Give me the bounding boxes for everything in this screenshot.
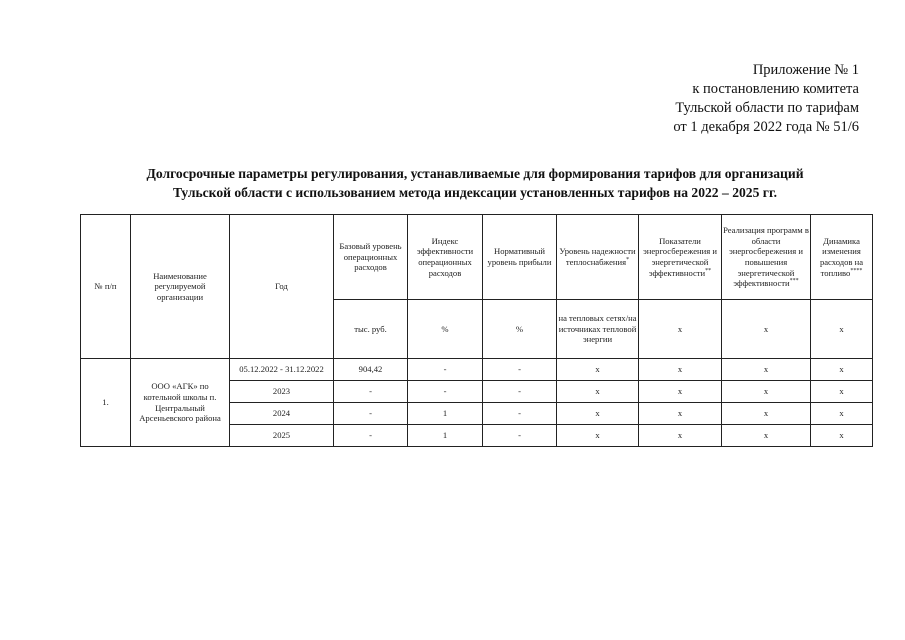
cell-base: - [334,425,408,447]
appendix-line: Приложение № 1 [752,62,859,78]
cell-energy: x [639,403,722,425]
cell-index: - [408,381,483,403]
org-name: ООО «АГК» по котельной школы п. Центральный Арсеньевского района [131,359,230,447]
cell-index: 1 [408,403,483,425]
appendix-block [539,61,859,137]
header-fuel [811,215,873,300]
header-org: Наименование регулируемой организации [131,215,230,359]
header-profit: Нормативный уровень прибыли [483,215,557,300]
header-programs [722,215,811,300]
cell-energy: x [639,381,722,403]
appendix-line: Тульской области по тарифам [675,100,859,116]
document-title [60,164,890,202]
unit-profit: % [483,300,557,359]
cell-base: - [334,403,408,425]
cell-reliability: x [557,381,639,403]
cell-fuel: x [811,381,873,403]
cell-reliability: x [557,425,639,447]
cell-profit: - [483,403,557,425]
cell-programs: x [722,381,811,403]
cell-year: 2024 [230,403,334,425]
header-energy-text: Показатели энергосбережения и энергетической эффективности [643,235,717,278]
appendix-line: от 1 декабря 2022 года № 51/6 [673,119,859,135]
title-line: Долгосрочные параметры регулирования, устанавливаемые для формирования тарифов для организаций [146,166,804,181]
cell-fuel: x [811,403,873,425]
cell-fuel: x [811,425,873,447]
parameters-table [80,214,873,447]
unit-energy: x [639,300,722,359]
header-row [81,215,873,300]
cell-profit: - [483,359,557,381]
header-base: Базовый уровень операционных расходов [334,215,408,300]
title-line: Тульской области с использованием метода индексации установленных тарифов на 2022 – 2025 гг. [172,185,777,200]
footnote-mark: **** [850,267,863,274]
header-index: Индекс эффективности операционных расходов [408,215,483,300]
cell-base: 904,42 [334,359,408,381]
header-reliability-text: Уровень надежности теплоснабжения [559,246,636,267]
cell-index: - [408,359,483,381]
header-num: № п/п [81,215,131,359]
unit-index: % [408,300,483,359]
cell-reliability: x [557,403,639,425]
cell-profit: - [483,425,557,447]
footnote-mark: * [626,257,630,264]
cell-reliability: x [557,359,639,381]
cell-year: 05.12.2022 - 31.12.2022 [230,359,334,381]
unit-fuel: x [811,300,873,359]
header-fuel-text: Динамика изменения расходов на топливо [819,235,864,278]
unit-programs: x [722,300,811,359]
unit-base: тыс. руб. [334,300,408,359]
appendix-line: к постановлению комитета [692,81,859,97]
header-year: Год [230,215,334,359]
org-number: 1. [81,359,131,447]
cell-programs: x [722,403,811,425]
footnote-mark: ** [705,267,712,274]
cell-programs: x [722,425,811,447]
cell-programs: x [722,359,811,381]
header-energy [639,215,722,300]
cell-energy: x [639,359,722,381]
cell-base: - [334,381,408,403]
table-row [81,359,873,381]
cell-energy: x [639,425,722,447]
header-programs-text: Реализация программ в области энергосбережения и повышения энергетической эффективности [723,225,809,289]
header-reliability [557,215,639,300]
unit-reliability: на тепловых сетях/на источниках тепловой энергии [557,300,639,359]
cell-year: 2025 [230,425,334,447]
cell-year: 2023 [230,381,334,403]
cell-index: 1 [408,425,483,447]
cell-fuel: x [811,359,873,381]
footnote-mark: *** [789,278,799,285]
cell-profit: - [483,381,557,403]
